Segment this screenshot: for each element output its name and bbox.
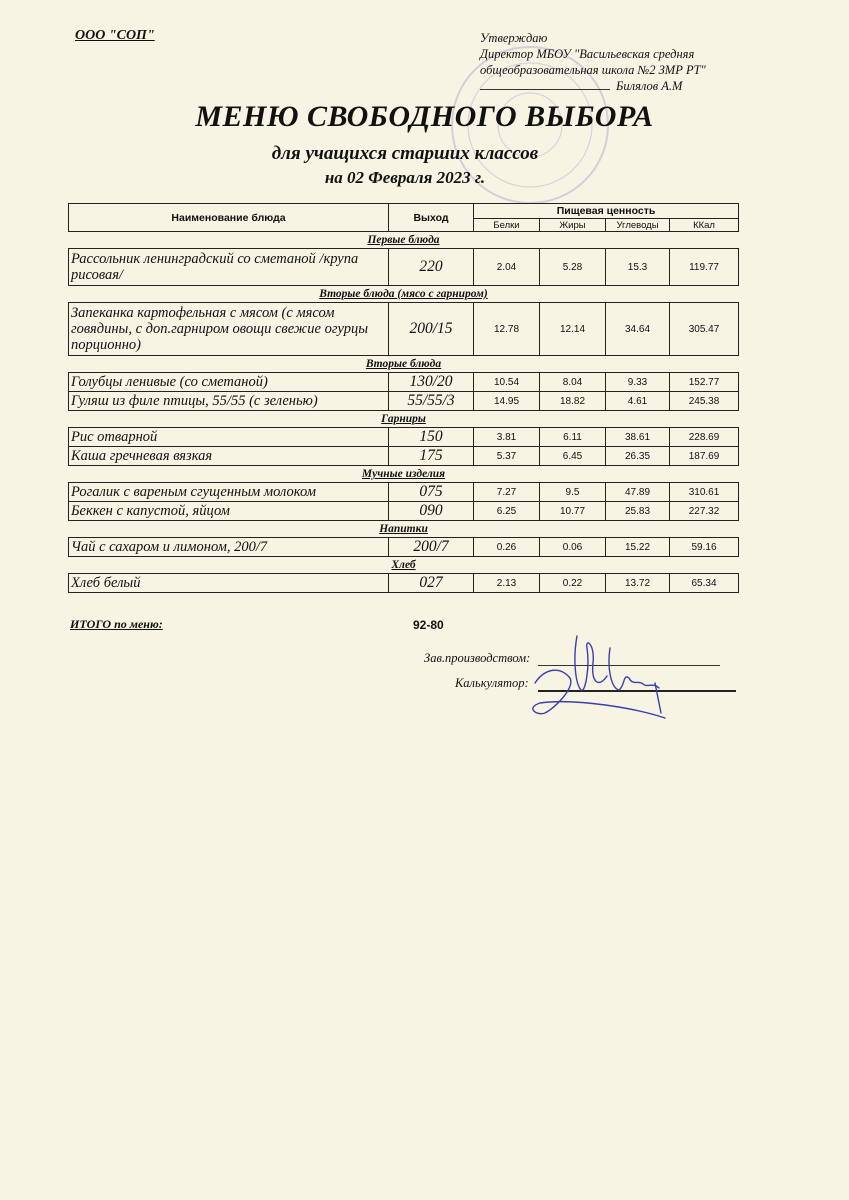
dish-carbs: 25.83 xyxy=(606,502,670,521)
menu-body xyxy=(69,232,739,593)
document-title: МЕНЮ СВОБОДНОГО ВЫБОРА xyxy=(195,100,654,133)
dish-output: 027 xyxy=(389,574,474,593)
category-row xyxy=(69,521,739,538)
category-title: Хлеб xyxy=(391,559,416,571)
category-title: Гарниры xyxy=(381,413,426,425)
category-row xyxy=(69,411,739,428)
dish-row xyxy=(69,303,739,356)
category-title: Вторые блюда xyxy=(365,358,442,370)
dish-proteins: 2.13 xyxy=(474,574,540,593)
handwritten-signature xyxy=(515,628,675,723)
dish-output: 090 xyxy=(389,502,474,521)
dish-carbs: 15.3 xyxy=(606,249,670,286)
dish-kcal: 187.69 xyxy=(670,447,739,466)
dish-kcal: 310.61 xyxy=(670,483,739,502)
dish-row xyxy=(69,249,739,286)
category-row xyxy=(69,232,739,249)
header-dish-name: Наименование блюда xyxy=(69,204,389,232)
dish-proteins: 12.78 xyxy=(474,303,540,356)
approval-block xyxy=(480,30,800,94)
header-output: Выход xyxy=(389,204,474,232)
dish-proteins: 10.54 xyxy=(474,373,540,392)
dish-carbs: 47.89 xyxy=(606,483,670,502)
dish-output: 200/15 xyxy=(389,303,474,356)
dish-name: Рис отварной xyxy=(69,428,389,447)
dish-kcal: 119.77 xyxy=(670,249,739,286)
dish-carbs: 4.61 xyxy=(606,392,670,411)
dish-fats: 0.06 xyxy=(540,538,606,557)
dish-kcal: 227.32 xyxy=(670,502,739,521)
category-title: Мучные изделия xyxy=(361,468,446,480)
dish-row xyxy=(69,447,739,466)
category-title: Напитки xyxy=(379,523,428,535)
dish-output: 150 xyxy=(389,428,474,447)
dish-name: Рогалик с вареным сгущенным молоком xyxy=(69,483,389,502)
dish-fats: 6.11 xyxy=(540,428,606,447)
dish-carbs: 38.61 xyxy=(606,428,670,447)
dish-name: Беккен с капустой, яйцом xyxy=(69,502,389,521)
dish-kcal: 305.47 xyxy=(670,303,739,356)
dish-proteins: 2.04 xyxy=(474,249,540,286)
dish-name: Хлеб белый xyxy=(69,574,389,593)
dish-output: 175 xyxy=(389,447,474,466)
dish-output: 075 xyxy=(389,483,474,502)
category-row xyxy=(69,356,739,373)
total-value: 92-80 xyxy=(413,618,444,632)
calculator-label: Калькулятор: xyxy=(455,676,529,690)
dish-fats: 10.77 xyxy=(540,502,606,521)
header-kcal: ККал xyxy=(670,219,739,232)
dish-row xyxy=(69,538,739,557)
dish-name: Голубцы ленивые (со сметаной) xyxy=(69,373,389,392)
dish-proteins: 3.81 xyxy=(474,428,540,447)
dish-row xyxy=(69,574,739,593)
document-subtitle: для учащихся старших классов xyxy=(271,143,539,164)
dish-kcal: 228.69 xyxy=(670,428,739,447)
dish-output: 130/20 xyxy=(389,373,474,392)
dish-carbs: 9.33 xyxy=(606,373,670,392)
dish-output: 220 xyxy=(389,249,474,286)
dish-kcal: 245.38 xyxy=(670,392,739,411)
dish-fats: 6.45 xyxy=(540,447,606,466)
dish-output: 200/7 xyxy=(389,538,474,557)
dish-row xyxy=(69,483,739,502)
dish-carbs: 34.64 xyxy=(606,303,670,356)
header-proteins: Белки xyxy=(474,219,540,232)
header-carbs: Углеводы xyxy=(606,219,670,232)
organization-name: ООО "СОП" xyxy=(75,28,155,43)
dish-row xyxy=(69,502,739,521)
menu-table xyxy=(68,203,739,593)
dish-fats: 12.14 xyxy=(540,303,606,356)
category-row xyxy=(69,466,739,483)
dish-fats: 8.04 xyxy=(540,373,606,392)
header-fats: Жиры xyxy=(540,219,606,232)
dish-row xyxy=(69,373,739,392)
dish-row xyxy=(69,428,739,447)
dish-output: 55/55/3 xyxy=(389,392,474,411)
approval-title: Утверждаю xyxy=(480,31,548,45)
category-title: Вторые блюда (мясо с гарниром) xyxy=(319,288,488,300)
category-title: Первые блюда xyxy=(367,234,440,246)
approval-school: общеобразовательная школа №2 ЗМР РТ" xyxy=(480,63,706,77)
production-manager-label: Зав.производством: xyxy=(424,651,531,665)
category-row xyxy=(69,286,739,303)
category-row xyxy=(69,557,739,574)
header-nutrition: Пищевая ценность xyxy=(474,204,739,219)
approval-position: Директор МБОУ "Васильевская средняя xyxy=(480,47,695,61)
approval-signer: Билялов А.М xyxy=(616,79,683,93)
dish-proteins: 14.95 xyxy=(474,392,540,411)
dish-kcal: 152.77 xyxy=(670,373,739,392)
dish-carbs: 26.35 xyxy=(606,447,670,466)
dish-proteins: 7.27 xyxy=(474,483,540,502)
document-date: на 02 Февраля 2023 г. xyxy=(324,168,486,187)
dish-fats: 18.82 xyxy=(540,392,606,411)
dish-fats: 0.22 xyxy=(540,574,606,593)
approval-signer-line xyxy=(480,78,800,94)
dish-carbs: 15.22 xyxy=(606,538,670,557)
dish-name: Запеканка картофельная с мясом (с мясом говядины, с доп.гарниром овощи свежие огурцы порционно) xyxy=(69,303,389,356)
signature-line xyxy=(480,79,610,90)
dish-fats: 5.28 xyxy=(540,249,606,286)
dish-row xyxy=(69,392,739,411)
dish-name: Гуляш из филе птицы, 55/55 (с зеленью) xyxy=(69,392,389,411)
dish-name: Чай с сахаром и лимоном, 200/7 xyxy=(69,538,389,557)
dish-proteins: 0.26 xyxy=(474,538,540,557)
dish-fats: 9.5 xyxy=(540,483,606,502)
dish-carbs: 13.72 xyxy=(606,574,670,593)
dish-proteins: 6.25 xyxy=(474,502,540,521)
dish-kcal: 59.16 xyxy=(670,538,739,557)
dish-name: Рассольник ленинградский со сметаной /крупа рисовая/ xyxy=(69,249,389,286)
total-label: ИТОГО по меню: xyxy=(70,617,163,631)
dish-kcal: 65.34 xyxy=(670,574,739,593)
dish-name: Каша гречневая вязкая xyxy=(69,447,389,466)
dish-proteins: 5.37 xyxy=(474,447,540,466)
